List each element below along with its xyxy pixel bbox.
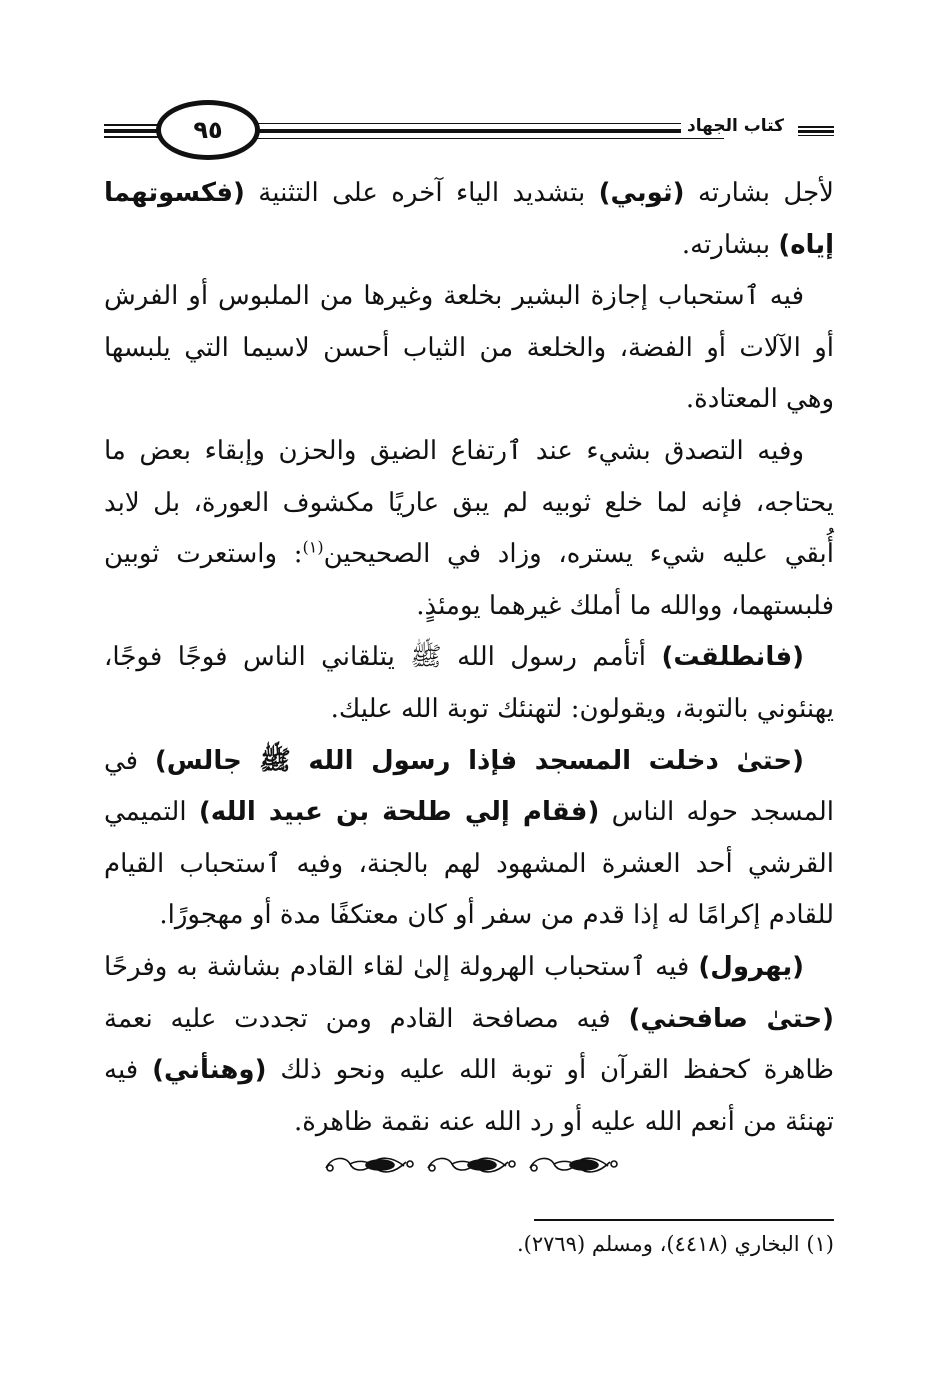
text-run: فيه مصافحة القادم ومن تجددت عليه نعمة ظاهرة كحفظ القرآن أو توبة الله عليه ونحو ذلك <box>104 1003 834 1086</box>
section-ornament <box>320 1148 626 1182</box>
paragraph-6 <box>104 942 834 1148</box>
paragraph-4 <box>104 632 834 735</box>
paragraph-2: فيه ٱستحباب إجازة البشير بخلعة وغيرها من الملبوس أو الفرش أو الآلات أو الفضة، والخلعة من الثياب أحسن لاسيما التي يلبسها وهي المعتادة. <box>104 281 834 415</box>
ornament-motif <box>530 1158 617 1172</box>
page-header <box>104 100 834 160</box>
quoted-phrase: (فكسوتهما إياه) <box>104 178 834 260</box>
page-number: ٩٥ <box>193 116 223 144</box>
footnote: (١) البخاري (٤٤١٨)، ومسلم (٢٧٦٩). <box>516 1232 834 1256</box>
quoted-phrase: (حتىٰ دخلت المسجد فإذا رسول الله ﷺ جالس) <box>154 745 804 776</box>
quoted-phrase: (حتىٰ صافحني) <box>628 1003 834 1034</box>
ornament-motif <box>326 1158 413 1172</box>
page-number-badge <box>156 100 260 160</box>
text-run: أتأمم رسول الله ﷺ يتلقاني الناس فوجًا فوجًا، يهنئوني بالتوبة، ويقولون: لتهنئك توبة الله عليك. <box>104 642 834 724</box>
text-run: التميمي القرشي أحد العشرة المشهود لهم بالجنة، وفيه ٱستحباب القيام للقادم إكرامًا له إذا قدم من سفر أو كان معتكفًا مدة أو مهجورًا. <box>104 797 834 931</box>
quoted-phrase: (فقام إلي طلحة بن عبيد الله) <box>198 797 600 828</box>
text-run: : واستعرت ثوبين فلبستهما، ووالله ما أملك غيرهما يومئذٍ. <box>104 539 834 621</box>
header-rule <box>204 123 724 124</box>
main-text <box>104 168 834 1148</box>
text-run: وفيه التصدق بشيء عند ٱرتفاع الضيق والحزن وإبقاء بعض ما يحتاجه، فإنه لما خلع ثوبيه لم يبق عاريًا مكشوف العورة، بل لابد أُبقي عليه شيء يستره، وزاد في الصحيحين <box>104 435 834 570</box>
header-rule <box>204 138 724 139</box>
quoted-phrase: (يهرول) <box>698 951 804 982</box>
header-left-rules <box>104 124 162 138</box>
running-title: كتاب الجهاد <box>681 116 790 136</box>
text-run: فيه ٱستحباب الهرولة إلىٰ لقاء القادم بشاشة به وفرحًا <box>104 951 699 982</box>
paragraph-5 <box>104 736 834 942</box>
ornament-motif <box>428 1158 515 1172</box>
footnote-separator <box>534 1219 834 1221</box>
quoted-phrase: (فانطلقت) <box>661 642 804 673</box>
header-right-rules <box>798 126 834 136</box>
header-rule <box>204 129 724 133</box>
text-run: فيه تهنئة من أنعم الله عليه أو رد الله عنه نقمة ظاهرة. <box>104 1055 834 1137</box>
text-run: في المسجد حوله الناس <box>104 745 834 828</box>
text-run: ببشارته. <box>681 229 779 260</box>
quoted-phrase: (ثوبي) <box>598 178 685 208</box>
quoted-phrase: (وهنأني) <box>152 1055 267 1086</box>
paragraph-3 <box>104 426 834 632</box>
paragraph-1 <box>104 168 834 271</box>
footnote-marker[interactable]: (١) <box>302 537 324 557</box>
text-run: بتشديد الياء آخره على التثنية <box>244 178 599 208</box>
text-run: لأجل بشارته <box>684 178 834 208</box>
